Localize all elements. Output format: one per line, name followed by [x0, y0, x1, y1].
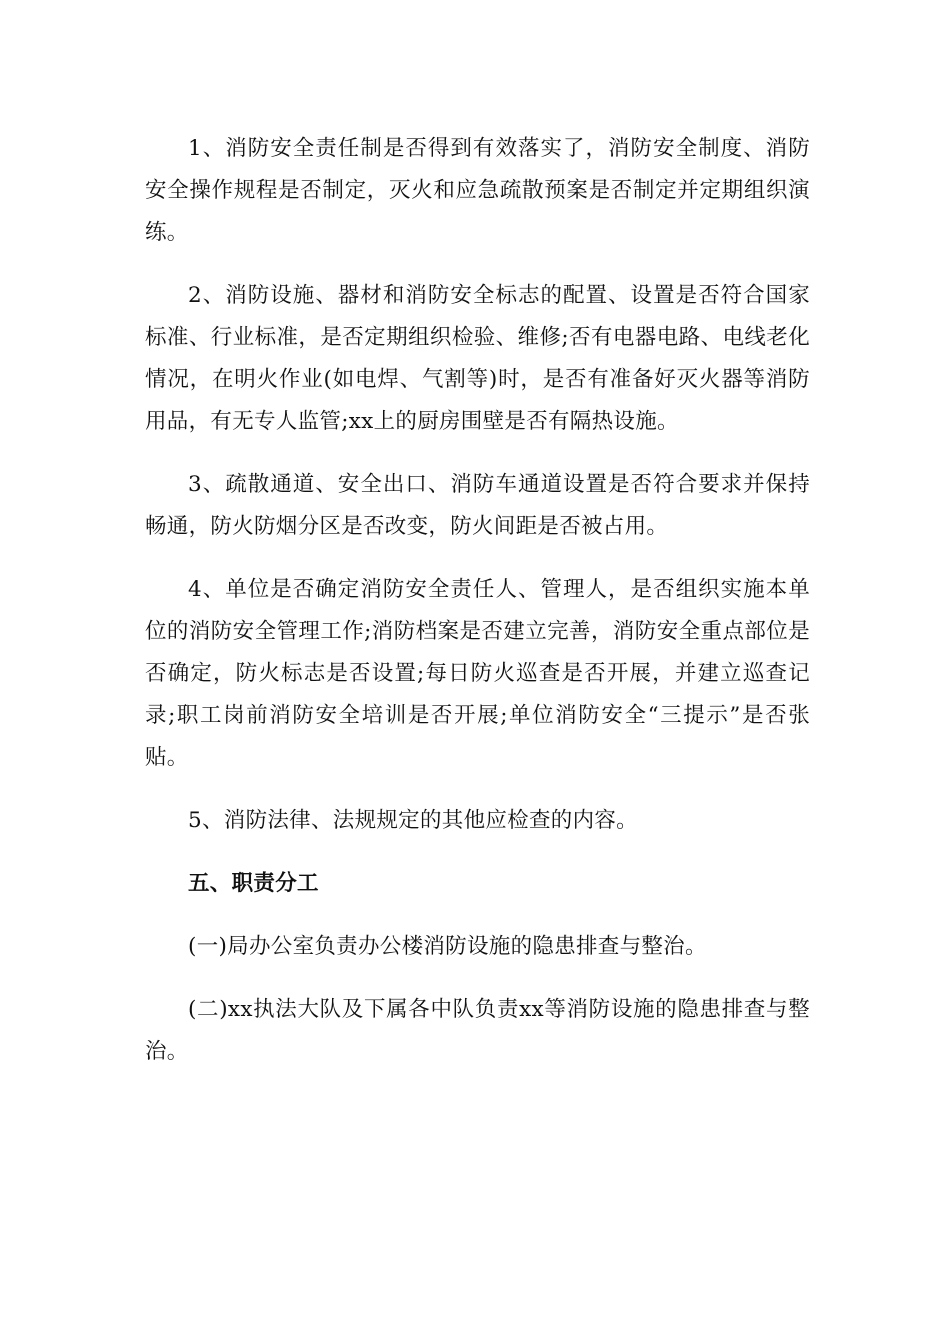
paragraph-5: 5、消防法律、法规规定的其他应检查的内容。 [188, 808, 638, 833]
section-heading: 五、职责分工 [188, 871, 319, 896]
duty-item-2: (二)xx执法大队及下属各中队负责xx等消防设施的隐患排查与整治。 [145, 997, 810, 1064]
paragraph-2: 2、消防设施、器材和消防安全标志的配置、设置是否符合国家标准、行业标准，是否定期组织检验、维修;否有电器电路、电线老化情况，在明火作业(如电焊、气割等)时，是否有准备好灭火器等消防用品，有无专人监管;xx上的厨房围壁是否有隔热设施。 [145, 283, 810, 434]
duty-item-1: (一)局办公室负责办公楼消防设施的隐患排查与整治。 [188, 934, 707, 959]
paragraph-1: 1、消防安全责任制是否得到有效落实了，消防安全制度、消防安全操作规程是否制定，灭火和应急疏散预案是否制定并定期组织演练。 [145, 136, 810, 245]
paragraph-3: 3、疏散通道、安全出口、消防车通道设置是否符合要求并保持畅通，防火防烟分区是否改变，防火间距是否被占用。 [145, 472, 810, 539]
paragraph-4: 4、单位是否确定消防安全责任人、管理人，是否组织实施本单位的消防安全管理工作;消防档案是否建立完善，消防安全重点部位是否确定，防火标志是否设置;每日防火巡查是否开展，并建立巡查记录;职工岗前消防安全培训是否开展;单位消防安全“三提示”是否张贴。 [145, 577, 810, 770]
